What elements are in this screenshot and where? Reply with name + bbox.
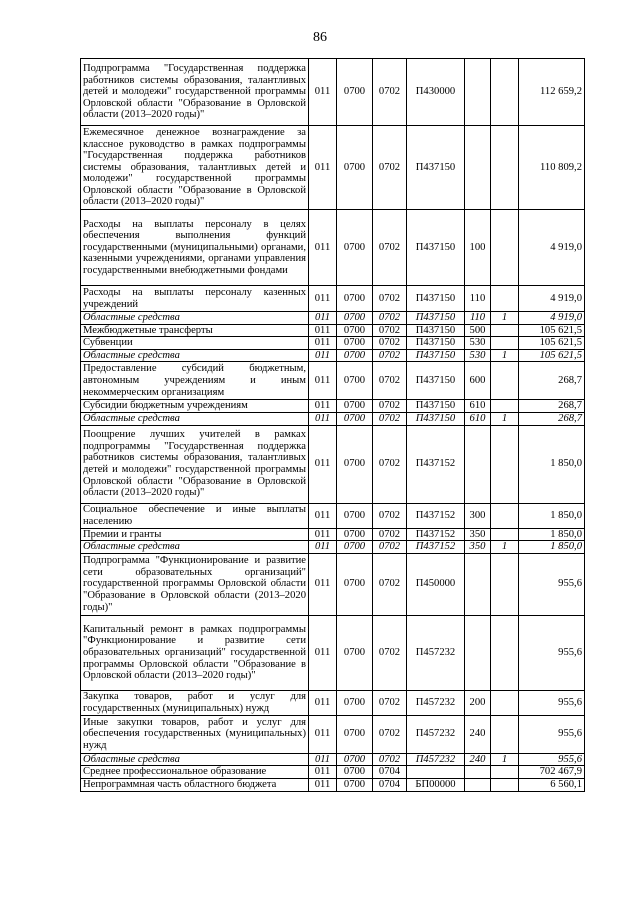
budget-table bbox=[80, 58, 585, 792]
cell-sum: 268,7 bbox=[519, 400, 585, 413]
cell-rz: 0700 bbox=[337, 412, 373, 425]
cell-pr: 0704 bbox=[373, 766, 407, 779]
cell-csr: П437152 bbox=[407, 503, 465, 528]
row-name: Областные средства bbox=[81, 412, 309, 425]
cell-csr: П437150 bbox=[407, 312, 465, 325]
cell-pr: 0702 bbox=[373, 59, 407, 126]
row-name: Социальное обеспечение и иные выплаты населению bbox=[81, 503, 309, 528]
cell-rz: 0700 bbox=[337, 690, 373, 715]
cell-rz: 0700 bbox=[337, 528, 373, 541]
cell-rz: 0700 bbox=[337, 286, 373, 312]
cell-vr: 110 bbox=[465, 312, 491, 325]
cell-sum: 4 919,0 bbox=[519, 286, 585, 312]
cell-pr: 0702 bbox=[373, 312, 407, 325]
cell-sum: 955,6 bbox=[519, 690, 585, 715]
cell-src bbox=[491, 715, 519, 753]
cell-csr: П437152 bbox=[407, 425, 465, 503]
row-name: Капитальный ремонт в рамках подпрограммы "Функционирование и развитие сети образовательных организаций" государственной программы Орловской области "Образование в Орловской области (2013–2020 годы)" bbox=[81, 615, 309, 690]
cell-vr: 530 bbox=[465, 349, 491, 362]
cell-rz: 0700 bbox=[337, 553, 373, 615]
cell-rz: 0700 bbox=[337, 778, 373, 791]
cell-sum: 268,7 bbox=[519, 362, 585, 400]
cell-rz: 0700 bbox=[337, 400, 373, 413]
cell-pr: 0702 bbox=[373, 286, 407, 312]
cell-rz: 0700 bbox=[337, 362, 373, 400]
cell-pr: 0702 bbox=[373, 210, 407, 286]
cell-csr: П437150 bbox=[407, 324, 465, 337]
cell-src bbox=[491, 690, 519, 715]
cell-pr: 0702 bbox=[373, 126, 407, 210]
cell-vr: 200 bbox=[465, 690, 491, 715]
cell-src bbox=[491, 210, 519, 286]
cell-ved: 011 bbox=[309, 286, 337, 312]
cell-csr: П430000 bbox=[407, 59, 465, 126]
cell-src bbox=[491, 503, 519, 528]
cell-src: 1 bbox=[491, 349, 519, 362]
cell-vr bbox=[465, 615, 491, 690]
cell-pr: 0702 bbox=[373, 690, 407, 715]
cell-vr: 350 bbox=[465, 528, 491, 541]
cell-sum: 1 850,0 bbox=[519, 541, 585, 554]
cell-src bbox=[491, 59, 519, 126]
cell-src bbox=[491, 126, 519, 210]
cell-rz: 0700 bbox=[337, 715, 373, 753]
row-name: Премии и гранты bbox=[81, 528, 309, 541]
cell-sum: 110 809,2 bbox=[519, 126, 585, 210]
cell-csr: П457232 bbox=[407, 715, 465, 753]
cell-csr: П457232 bbox=[407, 690, 465, 715]
cell-pr: 0702 bbox=[373, 503, 407, 528]
cell-sum: 105 621,5 bbox=[519, 337, 585, 350]
cell-src: 1 bbox=[491, 412, 519, 425]
cell-pr: 0702 bbox=[373, 412, 407, 425]
cell-pr: 0702 bbox=[373, 615, 407, 690]
cell-src bbox=[491, 425, 519, 503]
cell-sum: 4 919,0 bbox=[519, 312, 585, 325]
cell-ved: 011 bbox=[309, 349, 337, 362]
cell-vr bbox=[465, 59, 491, 126]
cell-sum: 955,6 bbox=[519, 753, 585, 766]
row-name: Областные средства bbox=[81, 541, 309, 554]
cell-vr bbox=[465, 126, 491, 210]
cell-csr: БП00000 bbox=[407, 778, 465, 791]
cell-sum: 1 850,0 bbox=[519, 503, 585, 528]
cell-src bbox=[491, 286, 519, 312]
cell-rz: 0700 bbox=[337, 425, 373, 503]
cell-vr: 350 bbox=[465, 541, 491, 554]
cell-vr bbox=[465, 778, 491, 791]
row-name: Иные закупки товаров, работ и услуг для обеспечения государственных (муниципальных) нужд bbox=[81, 715, 309, 753]
cell-ved: 011 bbox=[309, 778, 337, 791]
cell-ved: 011 bbox=[309, 59, 337, 126]
cell-ved: 011 bbox=[309, 690, 337, 715]
cell-sum: 955,6 bbox=[519, 553, 585, 615]
cell-pr: 0704 bbox=[373, 778, 407, 791]
cell-csr bbox=[407, 766, 465, 779]
cell-src: 1 bbox=[491, 753, 519, 766]
cell-pr: 0702 bbox=[373, 553, 407, 615]
cell-vr: 500 bbox=[465, 324, 491, 337]
cell-vr: 610 bbox=[465, 400, 491, 413]
cell-sum: 268,7 bbox=[519, 412, 585, 425]
cell-src bbox=[491, 400, 519, 413]
cell-src bbox=[491, 337, 519, 350]
cell-vr: 100 bbox=[465, 210, 491, 286]
cell-sum: 105 621,5 bbox=[519, 324, 585, 337]
cell-ved: 011 bbox=[309, 553, 337, 615]
cell-csr: П437150 bbox=[407, 286, 465, 312]
cell-rz: 0700 bbox=[337, 503, 373, 528]
cell-ved: 011 bbox=[309, 766, 337, 779]
cell-src: 1 bbox=[491, 312, 519, 325]
cell-pr: 0702 bbox=[373, 337, 407, 350]
row-name: Подпрограмма "Государственная поддержка работников системы образования, талантливых детей и молодежи" государственной программы Орловской области "Образование в Орловской области (2013–2020 годы)" bbox=[81, 59, 309, 126]
cell-ved: 011 bbox=[309, 753, 337, 766]
cell-rz: 0700 bbox=[337, 615, 373, 690]
cell-csr: П437150 bbox=[407, 210, 465, 286]
cell-vr: 610 bbox=[465, 412, 491, 425]
cell-csr: П437150 bbox=[407, 337, 465, 350]
row-name: Поощрение лучших учителей в рамках подпрограммы "Государственная поддержка работников системы образования, талантливых детей и молодежи" государственной программы Орловской области "Образование в Орловской области (2013–2020 годы)" bbox=[81, 425, 309, 503]
cell-rz: 0700 bbox=[337, 59, 373, 126]
cell-rz: 0700 bbox=[337, 766, 373, 779]
cell-vr bbox=[465, 766, 491, 779]
row-name: Ежемесячное денежное вознаграждение за классное руководство в рамках подпрограммы "Государственная поддержка работников системы образования, талантливых детей и молодежи" государственной программы Орловской области "Образование в Орловской области (2013–2020 годы)" bbox=[81, 126, 309, 210]
cell-pr: 0702 bbox=[373, 349, 407, 362]
cell-sum: 112 659,2 bbox=[519, 59, 585, 126]
row-name: Субвенции bbox=[81, 337, 309, 350]
cell-sum: 4 919,0 bbox=[519, 210, 585, 286]
cell-src bbox=[491, 324, 519, 337]
cell-ved: 011 bbox=[309, 528, 337, 541]
cell-pr: 0702 bbox=[373, 400, 407, 413]
cell-csr: П457232 bbox=[407, 753, 465, 766]
cell-pr: 0702 bbox=[373, 715, 407, 753]
cell-csr: П437152 bbox=[407, 528, 465, 541]
row-name: Расходы на выплаты персоналу казенных учреждений bbox=[81, 286, 309, 312]
cell-sum: 955,6 bbox=[519, 615, 585, 690]
cell-vr bbox=[465, 425, 491, 503]
cell-ved: 011 bbox=[309, 362, 337, 400]
cell-ved: 011 bbox=[309, 126, 337, 210]
cell-sum: 6 560,1 bbox=[519, 778, 585, 791]
cell-sum: 1 850,0 bbox=[519, 425, 585, 503]
cell-csr: П437150 bbox=[407, 412, 465, 425]
cell-sum: 105 621,5 bbox=[519, 349, 585, 362]
cell-src: 1 bbox=[491, 541, 519, 554]
row-name: Областные средства bbox=[81, 312, 309, 325]
cell-sum: 955,6 bbox=[519, 715, 585, 753]
row-name: Межбюджетные трансферты bbox=[81, 324, 309, 337]
row-name: Субсидии бюджетным учреждениям bbox=[81, 400, 309, 413]
cell-vr: 530 bbox=[465, 337, 491, 350]
cell-pr: 0702 bbox=[373, 541, 407, 554]
cell-ved: 011 bbox=[309, 615, 337, 690]
cell-ved: 011 bbox=[309, 503, 337, 528]
cell-vr: 240 bbox=[465, 753, 491, 766]
cell-ved: 011 bbox=[309, 312, 337, 325]
cell-sum: 1 850,0 bbox=[519, 528, 585, 541]
row-name: Областные средства bbox=[81, 753, 309, 766]
cell-ved: 011 bbox=[309, 400, 337, 413]
cell-csr: П437152 bbox=[407, 541, 465, 554]
cell-src bbox=[491, 778, 519, 791]
cell-rz: 0700 bbox=[337, 541, 373, 554]
row-name: Областные средства bbox=[81, 349, 309, 362]
cell-src bbox=[491, 528, 519, 541]
cell-src bbox=[491, 362, 519, 400]
cell-vr bbox=[465, 553, 491, 615]
cell-csr: П437150 bbox=[407, 126, 465, 210]
cell-rz: 0700 bbox=[337, 349, 373, 362]
cell-ved: 011 bbox=[309, 425, 337, 503]
row-name: Подпрограмма "Функционирование и развитие сети образовательных организаций" государственной программы Орловской области "Образование в Орловской области (2013–2020 годы)" bbox=[81, 553, 309, 615]
page-number: 86 bbox=[313, 30, 327, 45]
cell-csr: П457232 bbox=[407, 615, 465, 690]
cell-ved: 011 bbox=[309, 324, 337, 337]
row-name: Расходы на выплаты персоналу в целях обеспечения выполнения функций государственными (муниципальными) органами, казенными учреждениями, органами управления государственными внебюджетными фондами bbox=[81, 210, 309, 286]
row-name: Закупка товаров, работ и услуг для государственных (муниципальных) нужд bbox=[81, 690, 309, 715]
cell-pr: 0702 bbox=[373, 753, 407, 766]
cell-rz: 0700 bbox=[337, 337, 373, 350]
cell-rz: 0700 bbox=[337, 126, 373, 210]
cell-ved: 011 bbox=[309, 412, 337, 425]
cell-rz: 0700 bbox=[337, 753, 373, 766]
cell-pr: 0702 bbox=[373, 425, 407, 503]
cell-sum: 702 467,9 bbox=[519, 766, 585, 779]
row-name: Предоставление субсидий бюджетным, автономным учреждениям и иным некоммерческим организациям bbox=[81, 362, 309, 400]
cell-csr: П437150 bbox=[407, 362, 465, 400]
cell-src bbox=[491, 615, 519, 690]
cell-src bbox=[491, 553, 519, 615]
cell-rz: 0700 bbox=[337, 312, 373, 325]
cell-ved: 011 bbox=[309, 541, 337, 554]
cell-vr: 110 bbox=[465, 286, 491, 312]
cell-ved: 011 bbox=[309, 715, 337, 753]
cell-ved: 011 bbox=[309, 210, 337, 286]
row-name: Непрограммная часть областного бюджета bbox=[81, 778, 309, 791]
cell-pr: 0702 bbox=[373, 362, 407, 400]
cell-ved: 011 bbox=[309, 337, 337, 350]
cell-csr: П450000 bbox=[407, 553, 465, 615]
cell-src bbox=[491, 766, 519, 779]
cell-vr: 300 bbox=[465, 503, 491, 528]
cell-pr: 0702 bbox=[373, 528, 407, 541]
cell-rz: 0700 bbox=[337, 210, 373, 286]
cell-vr: 600 bbox=[465, 362, 491, 400]
cell-rz: 0700 bbox=[337, 324, 373, 337]
cell-vr: 240 bbox=[465, 715, 491, 753]
cell-csr: П437150 bbox=[407, 400, 465, 413]
cell-pr: 0702 bbox=[373, 324, 407, 337]
cell-csr: П437150 bbox=[407, 349, 465, 362]
row-name: Среднее профессиональное образование bbox=[81, 766, 309, 779]
